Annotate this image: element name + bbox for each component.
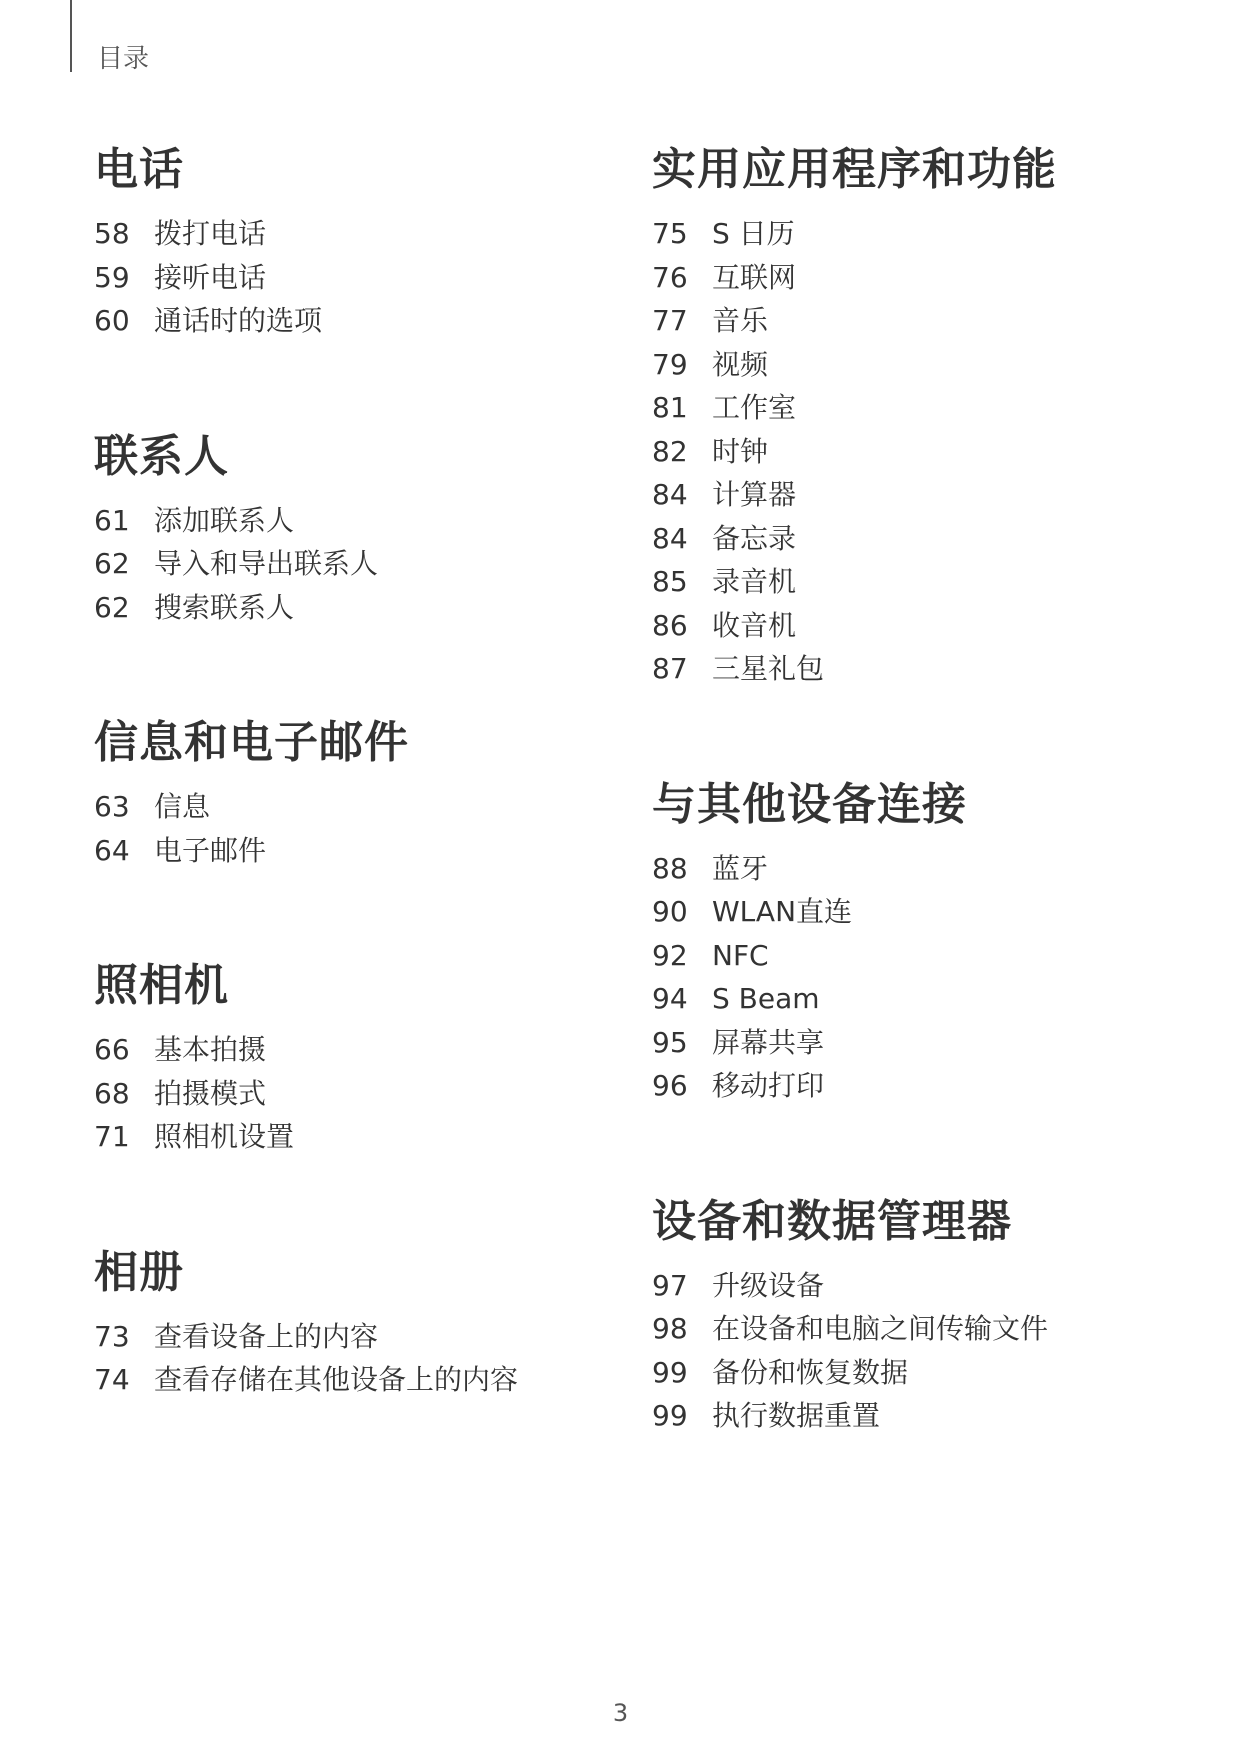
entry-label: 备忘录: [712, 521, 797, 555]
toc-section: [94, 427, 614, 630]
entry-page-number: 75: [652, 217, 688, 250]
section-title: 照相机: [94, 960, 229, 1011]
entry-page-number: 84: [652, 478, 688, 511]
entry-page-number: 64: [94, 833, 130, 867]
entry-page-number: 85: [652, 565, 688, 598]
section-title: 设备和数据管理器: [652, 1195, 1012, 1247]
toc-entry[interactable]: [652, 1394, 1212, 1438]
section-title: 电话: [94, 144, 184, 195]
toc-entry[interactable]: [652, 977, 1212, 1021]
section-title: 联系人: [94, 430, 229, 482]
entry-page-number: 79: [652, 347, 688, 381]
toc-section: [94, 956, 614, 1159]
toc-entry[interactable]: [94, 499, 614, 543]
toc-entry[interactable]: [652, 517, 1212, 561]
section-title: 相册: [94, 1246, 184, 1298]
entry-label: 添加联系人: [154, 503, 295, 537]
toc-entry[interactable]: [652, 934, 1212, 978]
toc-entry[interactable]: [652, 256, 1212, 300]
entry-page-number: 63: [94, 790, 130, 823]
toc-section: [94, 140, 614, 343]
entry-page-number: 88: [652, 851, 688, 885]
entry-page-number: 97: [652, 1268, 688, 1302]
entry-label: S 日历: [712, 217, 795, 250]
toc-entry[interactable]: [652, 343, 1212, 387]
entry-label: 拍摄模式: [154, 1076, 267, 1110]
entry-page-number: 95: [652, 1025, 688, 1059]
toc-column-right: [652, 140, 1212, 1438]
entry-label: 照相机设置: [154, 1120, 295, 1153]
entry-label: 查看设备上的内容: [154, 1319, 379, 1353]
toc-entry[interactable]: [94, 586, 614, 630]
toc-entry[interactable]: [652, 430, 1212, 474]
entry-label: 在设备和电脑之间传输文件: [712, 1312, 1049, 1345]
entry-label: 录音机: [712, 565, 797, 598]
toc-entry[interactable]: [94, 785, 614, 829]
entry-label: S Beam: [712, 982, 820, 1015]
toc-section: [94, 713, 614, 872]
toc-entry[interactable]: [652, 647, 1212, 691]
entry-label: 移动打印: [712, 1069, 825, 1102]
toc-section: [652, 140, 1212, 691]
entry-page-number: 62: [94, 590, 130, 624]
entry-label: NFC: [712, 938, 769, 972]
entry-page-number: 76: [652, 260, 688, 294]
toc-section: [94, 1243, 614, 1402]
entry-label: 接听电话: [154, 260, 267, 294]
entry-page-number: 99: [652, 1355, 688, 1389]
toc-entry[interactable]: [652, 473, 1212, 517]
entry-page-number: 60: [94, 304, 130, 337]
toc-entry[interactable]: [94, 1072, 614, 1116]
toc-entry[interactable]: [94, 1115, 614, 1159]
entry-label: 三星礼包: [712, 652, 825, 685]
entry-label: 基本拍摄: [154, 1033, 267, 1066]
toc-entry[interactable]: [94, 212, 614, 256]
entry-page-number: 74: [94, 1363, 130, 1396]
toc-entry[interactable]: [652, 1021, 1212, 1065]
toc-entry[interactable]: [94, 1358, 614, 1402]
toc-entry[interactable]: [652, 212, 1212, 256]
entry-page-number: 90: [652, 895, 688, 928]
entry-label: 升级设备: [712, 1268, 825, 1302]
entry-page-number: 82: [652, 434, 688, 468]
toc-entry[interactable]: [652, 560, 1212, 604]
toc-entry[interactable]: [652, 1351, 1212, 1395]
entry-label: 视频: [712, 347, 769, 381]
entry-label: 备份和恢复数据: [712, 1355, 909, 1389]
entry-label: 收音机: [712, 608, 797, 642]
entry-label: WLAN直连: [712, 895, 853, 928]
entry-page-number: 77: [652, 304, 688, 337]
entry-page-number: 98: [652, 1312, 688, 1345]
entry-page-number: 81: [652, 391, 688, 424]
entry-page-number: 71: [94, 1120, 130, 1153]
entry-page-number: 84: [652, 521, 688, 555]
entry-label: 通话时的选项: [154, 304, 323, 337]
toc-entry[interactable]: [652, 299, 1212, 343]
entry-page-number: 68: [94, 1076, 130, 1110]
toc-entry[interactable]: [652, 890, 1212, 934]
toc-column-left: [94, 140, 614, 1402]
entry-label: 搜索联系人: [154, 590, 295, 624]
entry-page-number: 96: [652, 1069, 688, 1102]
toc-entry[interactable]: [94, 299, 614, 343]
entry-page-number: 87: [652, 652, 688, 685]
toc-entry[interactable]: [652, 604, 1212, 648]
toc-entry[interactable]: [94, 256, 614, 300]
entry-label: 导入和导出联系人: [154, 547, 379, 580]
entry-page-number: 66: [94, 1033, 130, 1066]
entry-page-number: 73: [94, 1319, 130, 1353]
section-title: 实用应用程序和功能: [652, 144, 1057, 195]
toc-entry[interactable]: [94, 1028, 614, 1072]
entry-label: 音乐: [712, 304, 769, 337]
toc-entry[interactable]: [652, 1307, 1212, 1351]
entry-label: 信息: [154, 790, 211, 823]
entry-label: 工作室: [712, 391, 797, 424]
entry-label: 电子邮件: [154, 833, 267, 867]
entry-label: 查看存储在其他设备上的内容: [154, 1363, 519, 1396]
toc-entry[interactable]: [94, 1315, 614, 1359]
entry-label: 拨打电话: [154, 217, 267, 250]
entry-page-number: 58: [94, 217, 130, 250]
entry-label: 屏幕共享: [712, 1025, 825, 1059]
entry-page-number: 99: [652, 1399, 688, 1432]
header-title: 目录: [97, 44, 150, 74]
entry-label: 计算器: [712, 478, 797, 511]
page-number: 3: [612, 1699, 629, 1727]
toc-entry[interactable]: [94, 829, 614, 873]
header-rule: [70, 0, 72, 72]
entry-label: 执行数据重置: [712, 1399, 881, 1432]
section-title: 信息和电子邮件: [94, 717, 409, 768]
entry-page-number: 61: [94, 503, 130, 537]
toc-section: [652, 1192, 1212, 1438]
toc-entry[interactable]: [652, 1264, 1212, 1308]
entry-page-number: 86: [652, 608, 688, 642]
toc-section: [652, 775, 1212, 1108]
toc-entry[interactable]: [652, 1064, 1212, 1108]
section-title: 与其他设备连接: [652, 778, 967, 830]
toc-entry[interactable]: [652, 386, 1212, 430]
toc-entry[interactable]: [94, 542, 614, 586]
entry-page-number: 59: [94, 260, 130, 294]
entry-page-number: 94: [652, 982, 688, 1015]
entry-label: 互联网: [712, 260, 797, 294]
toc-entry[interactable]: [652, 847, 1212, 891]
entry-label: 蓝牙: [712, 851, 769, 885]
entry-page-number: 92: [652, 938, 688, 972]
entry-page-number: 62: [94, 547, 130, 580]
entry-label: 时钟: [712, 434, 769, 468]
